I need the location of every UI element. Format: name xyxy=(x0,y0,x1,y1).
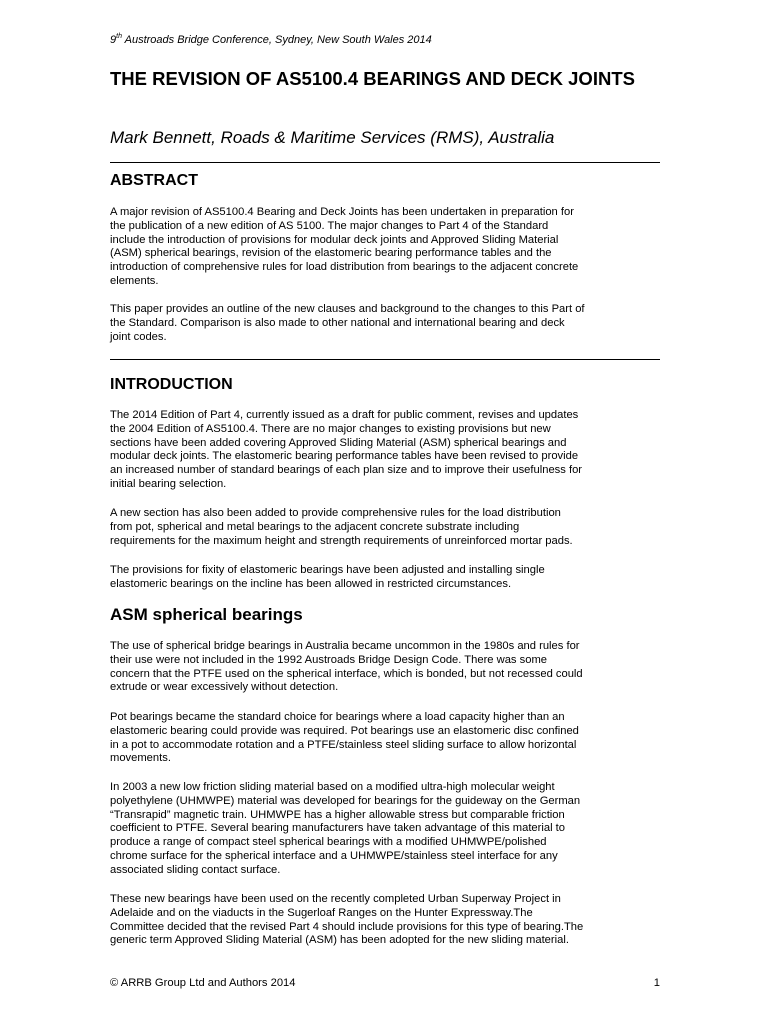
footer-page-number: 1 xyxy=(653,977,660,989)
divider-rule-bottom xyxy=(110,359,660,360)
text-line: Adelaide and on the viaducts in the Sugerloaf Ranges on the Hunter Expressway.The xyxy=(110,906,533,919)
abstract-heading: ABSTRACT xyxy=(110,172,198,189)
text-line: movements. xyxy=(110,752,171,765)
conference-number: 9 xyxy=(110,34,117,46)
paper-title: THE REVISION OF AS5100.4 BEARINGS AND DECK JOINTS xyxy=(110,68,635,89)
text-line: The use of spherical bridge bearings in Australia became uncommon in the 1980s and rules for xyxy=(110,640,580,652)
text-line: A new section has also been added to provide comprehensive rules for the load distribution xyxy=(110,507,561,519)
text-line: “Transrapid” magnetic train. UHMWPE has a higher allowable stress but comparable friction xyxy=(110,808,565,821)
text-line: the publication of a new edition of AS 5100. The major changes to Part 4 of the Standard xyxy=(110,219,549,232)
text-line: Pot bearings became the standard choice for bearings where a load capacity higher than an xyxy=(110,711,565,723)
text-line: associated sliding contact surface. xyxy=(110,863,281,876)
text-line: extrude or wear excessively without detection. xyxy=(110,681,339,694)
text-line: an increased number of standard bearings of each plan size and to improve their usefulness for xyxy=(110,464,583,477)
introduction-paragraph-2 xyxy=(110,507,660,548)
asm-paragraph-3 xyxy=(110,781,660,878)
text-line: (ASM) spherical bearings, revision of the elastomeric bearing performance tables and the xyxy=(110,247,552,260)
abstract-paragraph-2 xyxy=(110,303,660,344)
conference-header xyxy=(110,33,432,47)
text-line: from pot, spherical and metal bearings to the adjacent concrete substrate including xyxy=(110,520,520,533)
text-line: polyethylene (UHMWPE) material was developed for bearings for the guideway on the German xyxy=(110,794,581,807)
divider-rule-top xyxy=(110,162,660,163)
text-line: sections have been added covering Approved Sliding Material (ASM) spherical bearings and xyxy=(110,436,567,449)
introduction-paragraph-3 xyxy=(110,564,660,592)
conference-details: Austroads Bridge Conference, Sydney, New South Wales 2014 xyxy=(121,34,432,46)
text-line: elements. xyxy=(110,274,159,287)
document-page xyxy=(110,0,660,1024)
abstract-paragraph-1 xyxy=(110,206,660,289)
asm-paragraph-4 xyxy=(110,893,660,948)
footer-copyright: © ARRB Group Ltd and Authors 2014 xyxy=(110,977,296,989)
text-line: chrome surface for the spherical interface and a UHMWPE/stainless steel interface for any xyxy=(110,849,558,862)
text-line: the 2004 Edition of AS5100.4. There are no major changes to existing provisions but new xyxy=(110,422,551,435)
text-line: in a pot to accommodate rotation and a PTFE/stainless steel sliding surface to allow horizontal xyxy=(110,738,577,751)
text-line: In 2003 a new low friction sliding material based on a modified ultra-high molecular weight xyxy=(110,781,555,793)
text-line: their use were not included in the 1992 Austroads Bridge Design Code. There was some xyxy=(110,653,547,666)
introduction-heading: INTRODUCTION xyxy=(110,376,233,393)
text-line: elastomeric bearing could provide was required. Pot bearings use an elastomeric disc confined xyxy=(110,724,579,737)
text-line: produce a range of compact steel spherical bearings with a modified UHMWPE/polished xyxy=(110,836,547,849)
asm-paragraph-2 xyxy=(110,711,660,766)
text-line: joint codes. xyxy=(110,330,167,343)
text-line: generic term Approved Sliding Material (ASM) has been adopted for the new sliding material. xyxy=(110,934,569,947)
text-line: The 2014 Edition of Part 4, currently issued as a draft for public comment, revises and updates xyxy=(110,409,579,421)
text-line: coefficient to PTFE. Several bearing manufacturers have taken advantage of this material to xyxy=(110,822,565,835)
text-line: introduction of comprehensive rules for load distribution from bearings to the adjacent concrete xyxy=(110,261,579,274)
text-line: Committee decided that the revised Part 4 should include provisions for this type of bearing.The xyxy=(110,920,584,933)
introduction-paragraph-1 xyxy=(110,409,660,492)
asm-paragraph-1 xyxy=(110,640,660,695)
text-line: modular deck joints. The elastomeric bearing performance tables have been revised to provide xyxy=(110,450,579,463)
asm-section-heading: ASM spherical bearings xyxy=(110,605,303,624)
text-line: These new bearings have been used on the recently completed Urban Superway Project in xyxy=(110,893,561,905)
text-line: concern that the PTFE used on the spherical interface, which is bonded, but not recessed could xyxy=(110,667,583,680)
author-line: Mark Bennett, Roads & Maritime Services (RMS), Australia xyxy=(110,128,555,147)
text-line: requirements for the maximum height and strength requirements of unreinforced mortar pads. xyxy=(110,534,573,547)
text-line: The provisions for fixity of elastomeric bearings have been adjusted and installing single xyxy=(110,564,545,576)
text-line: This paper provides an outline of the new clauses and background to the changes to this Part of xyxy=(110,303,585,315)
text-line: elastomeric bearings on the incline has been allowed in restricted circumstances. xyxy=(110,577,512,590)
text-line: the Standard. Comparison is also made to other national and international bearing and deck xyxy=(110,316,565,329)
text-line: initial bearing selection. xyxy=(110,477,227,490)
text-line: include the introduction of provisions for modular deck joints and Approved Sliding Material xyxy=(110,233,559,246)
text-line: A major revision of AS5100.4 Bearing and Deck Joints has been undertaken in preparation for xyxy=(110,206,574,218)
conference-ordinal-suffix: th xyxy=(116,33,122,40)
